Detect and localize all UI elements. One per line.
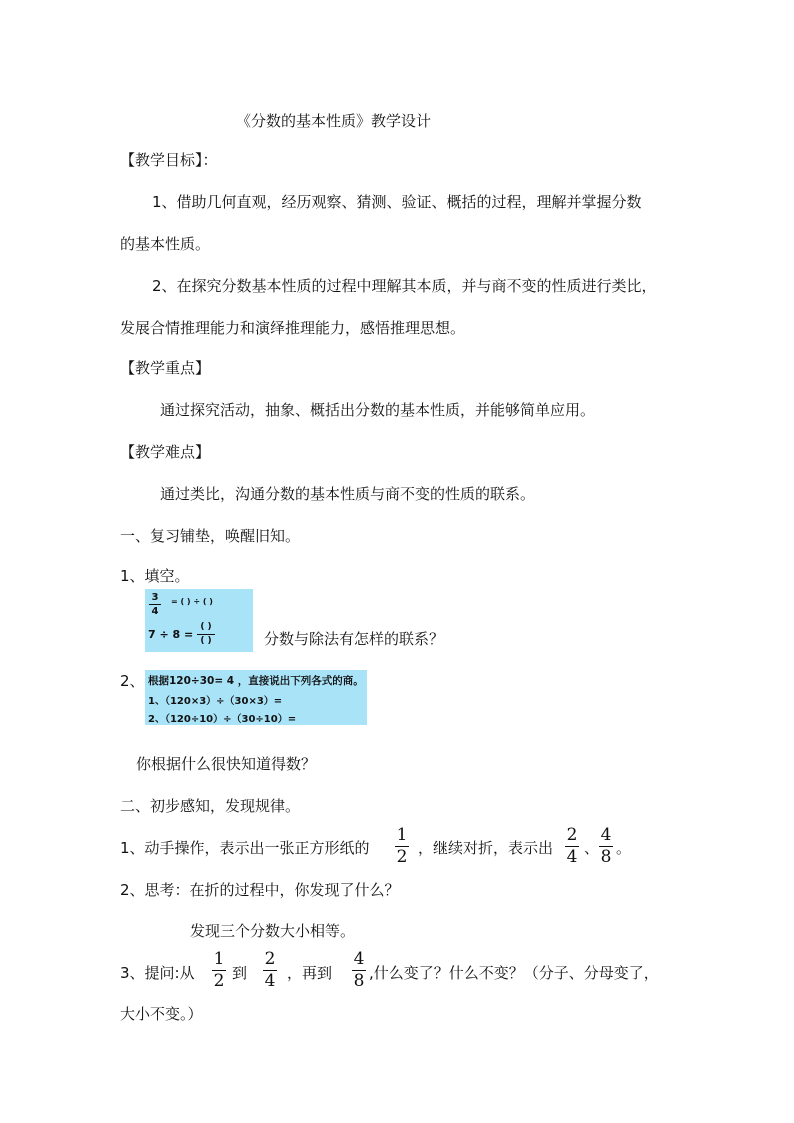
quotient-image (145, 670, 367, 725)
step3-text-c: ，再到 (287, 964, 333, 982)
difficulties-text: 通过类比，沟通分数的基本性质与商不变的性质的联系。 (160, 485, 536, 503)
question1-label: 1、填空。 (120, 567, 190, 585)
section1-heading: 一、复习铺垫，唤醒旧知。 (120, 527, 301, 545)
question2-label: 2、 (120, 672, 145, 690)
objective-2-line1: 2、在探究分数基本性质的过程中理解其本质，并与商不变的性质进行类比， (152, 277, 657, 295)
fraction-4-8: 4 8 (600, 825, 612, 867)
quotient-line3: 2、（120÷10）÷（30÷10）= (148, 714, 297, 725)
objectives-heading: 【教学目标】： (120, 151, 218, 169)
fill-blank-eq2: 7 ÷ 8 = (148, 628, 194, 641)
fill-blank-image (145, 589, 253, 652)
objective-1-line1: 1、借助几何直观，经历观察、猜测、验证、概括的过程，理解并掌握分数 (152, 193, 642, 211)
quotient-line1: 根据120÷30= 4 ，直接说出下列各式的商。 (148, 675, 364, 687)
step2-text: 2、思考：在折的过程中，你发现了什么？ (120, 881, 400, 899)
quotient-line2: 1、（120×3）÷（30×3）= (148, 696, 283, 707)
fraction-3-4: 3 4 (149, 592, 161, 617)
key-points-text: 通过探究活动，抽象、概括出分数的基本性质，并能够简单应用。 (160, 401, 596, 419)
fill-blank-eq1: = ( ) ÷ ( ) (171, 597, 213, 606)
step1-text-a: 1、动手操作，表示出一张正方形纸的 (120, 839, 370, 857)
objective-1-line2: 的基本性质。 (120, 235, 211, 253)
step3-text-d: ,什么变了？什么不变？（分子、分母变了， (369, 964, 659, 982)
question1-prompt: 分数与除法有怎样的联系？ (264, 630, 445, 648)
step1-separator: 、 (584, 839, 600, 857)
difficulties-heading: 【教学难点】 (120, 443, 211, 461)
fraction-2-4: 2 4 (566, 825, 578, 867)
question2-prompt: 你根据什么很快知道得数？ (136, 755, 317, 773)
key-points-heading: 【教学重点】 (120, 359, 211, 377)
step2-answer: 发现三个分数大小相等。 (190, 922, 356, 940)
fill-blank-fraction: ( ) ( ) (197, 622, 215, 647)
step3-text-b: 到 (232, 964, 248, 982)
fraction-1-2-b: 1 2 (213, 949, 225, 991)
objective-2-line2: 发展合情推理能力和演绎推理能力，感悟推理思想。 (120, 319, 466, 337)
section2-heading: 二、初步感知，发现规律。 (120, 797, 301, 815)
step1-text-b: ，继续对折，表示出 (418, 839, 554, 857)
step1-end: 。 (616, 839, 632, 857)
fraction-1-2: 1 2 (396, 825, 408, 867)
step3-text-a: 3、提问:从 (120, 964, 195, 982)
step3-line2: 大小不变。） (120, 1005, 203, 1023)
fraction-4-8-b: 4 8 (353, 949, 365, 991)
fraction-2-4-b: 2 4 (264, 949, 276, 991)
document-title: 《分数的基本性质》教学设计 (236, 112, 432, 130)
